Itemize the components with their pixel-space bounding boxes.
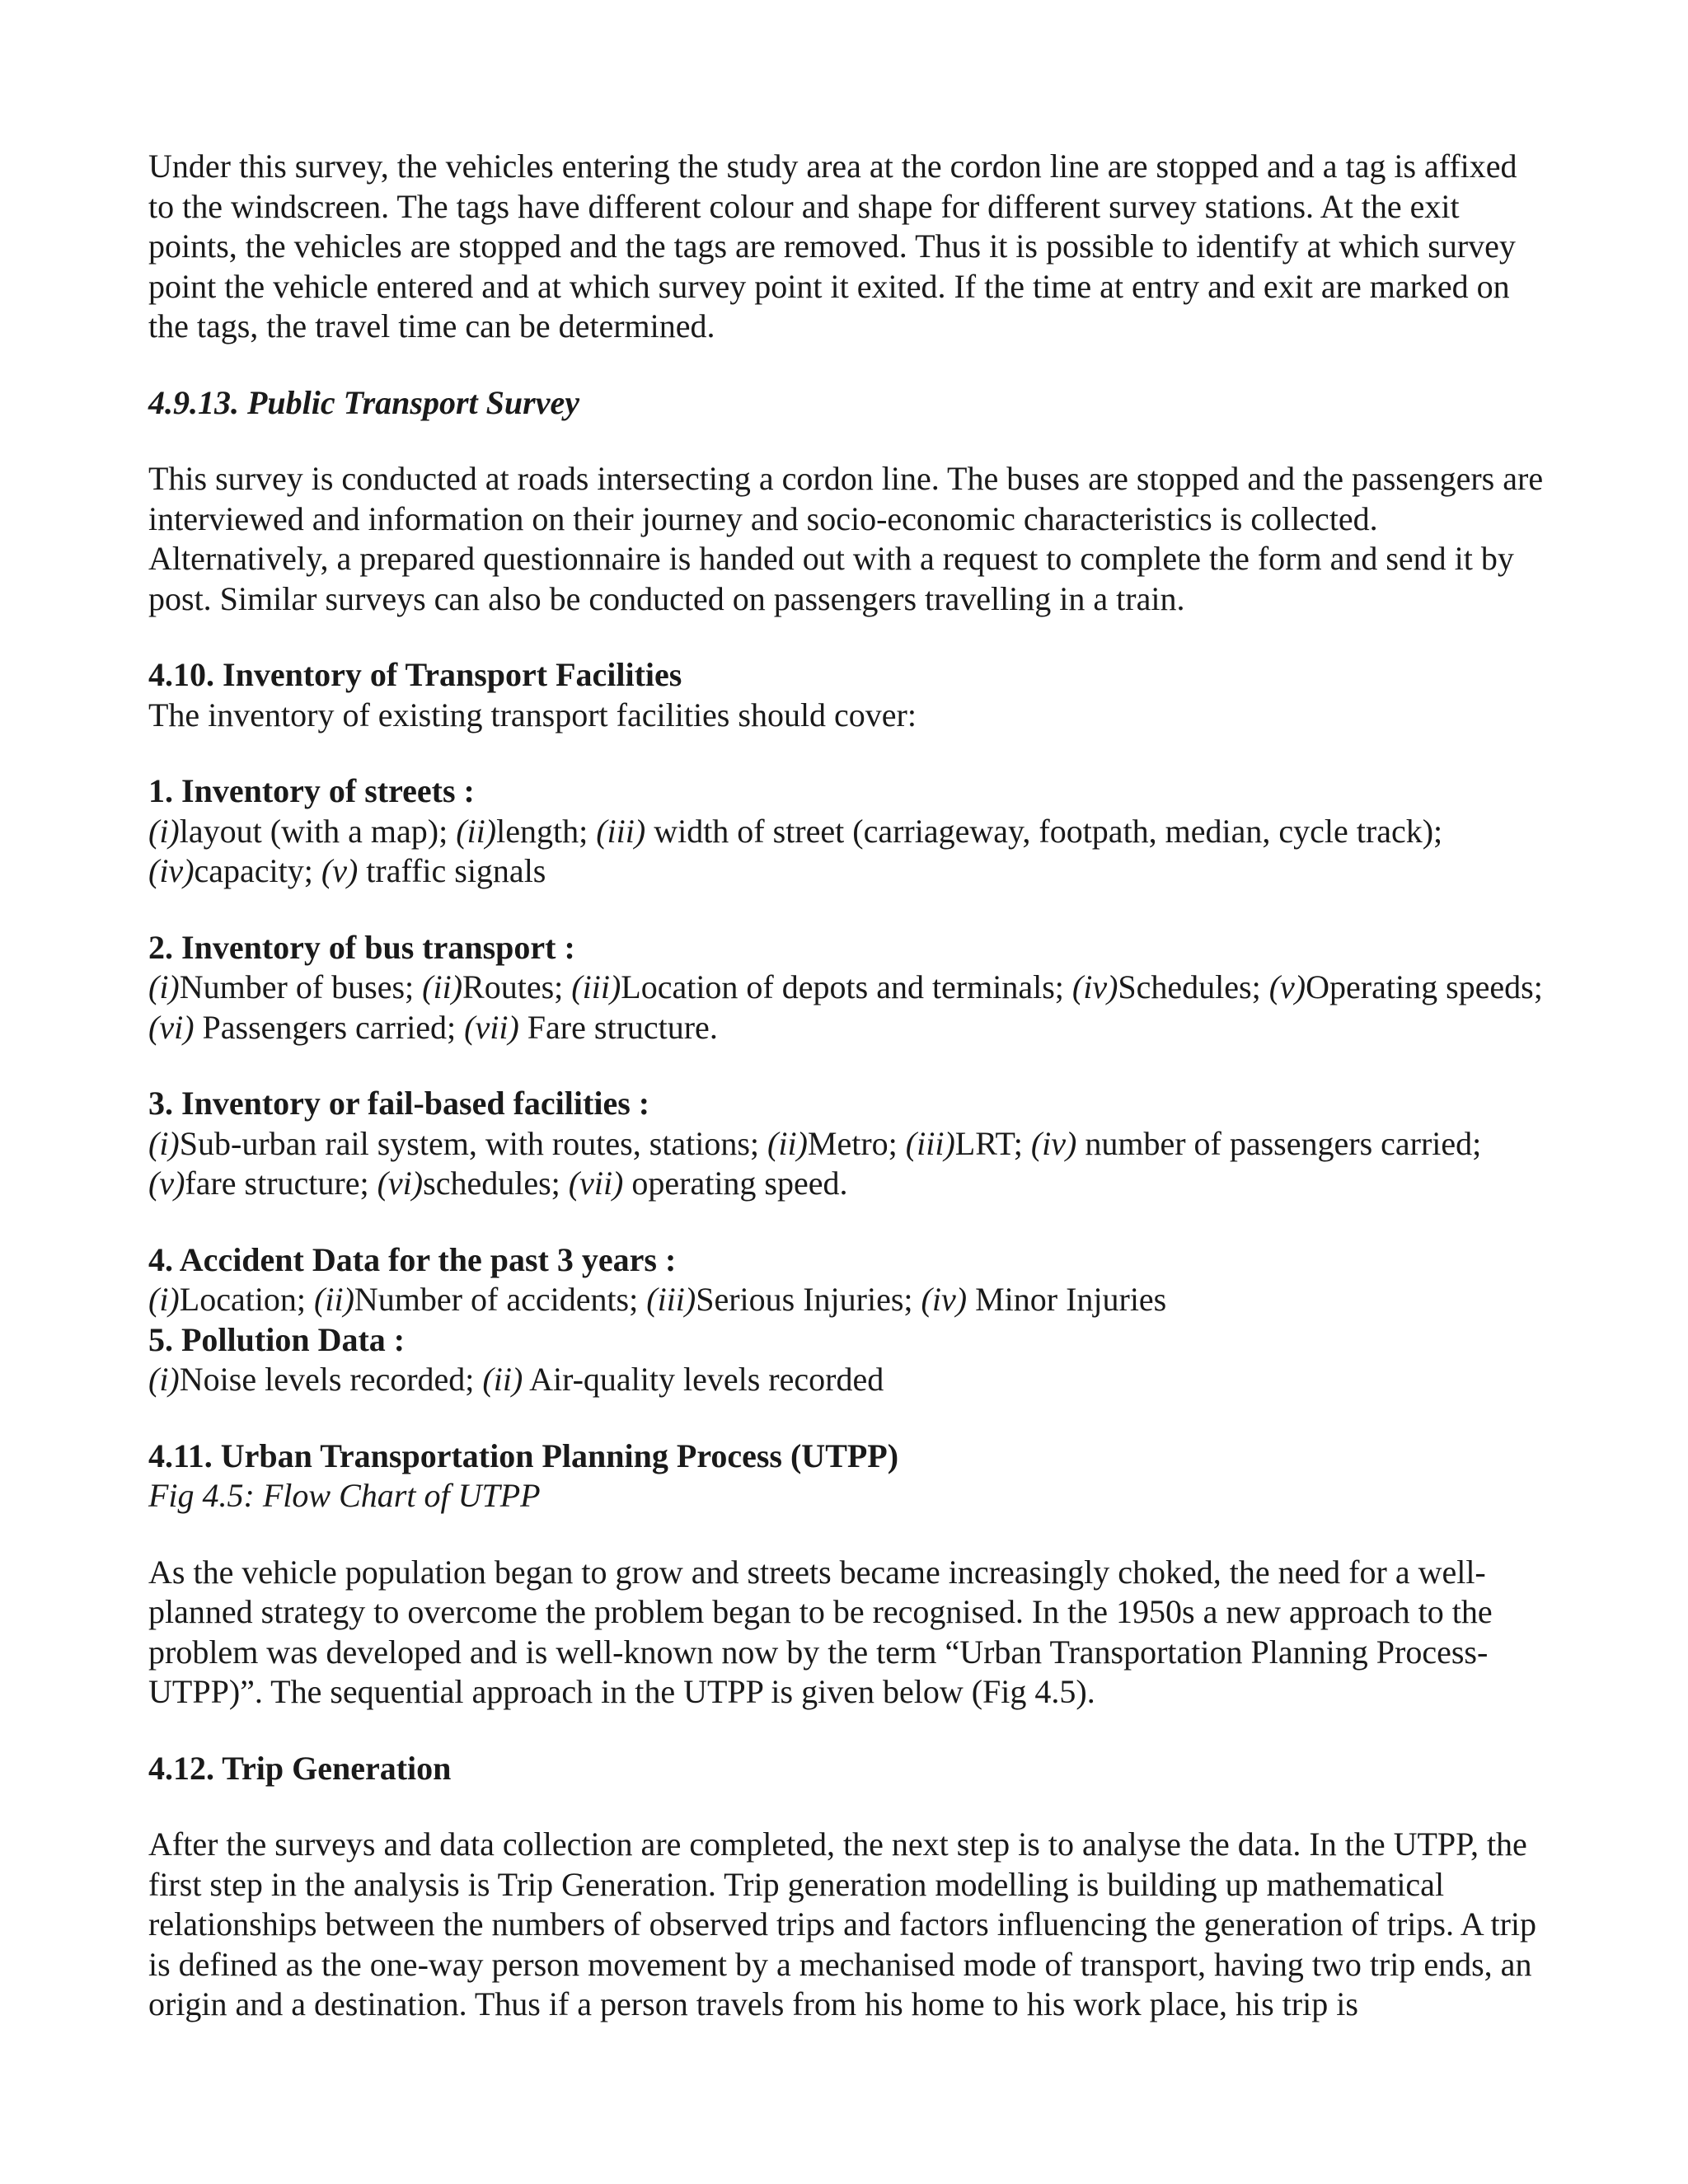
list-inventory-streets bbox=[148, 812, 1550, 892]
item-text: Location; bbox=[179, 1281, 315, 1318]
item-text: traffic signals bbox=[358, 852, 546, 889]
item-number: (iv) bbox=[1030, 1124, 1077, 1162]
item-text: Noise levels recorded; bbox=[179, 1361, 483, 1398]
item-number: (ii) bbox=[456, 812, 497, 850]
item-number: (i) bbox=[148, 1361, 180, 1398]
item-text: number of passengers carried; bbox=[1076, 1124, 1482, 1162]
paragraph-inventory-intro: The inventory of existing transport facilities should cover: bbox=[148, 696, 917, 733]
heading-public-transport-survey: 4.9.13. Public Transport Survey bbox=[148, 383, 579, 421]
item-text: Number of accidents; bbox=[354, 1281, 647, 1318]
item-text: Operating speeds; bbox=[1306, 968, 1543, 1005]
paragraph-cordon-tag-survey: Under this survey, the vehicles entering the study area at the cordon line are stopped and a tag is affixed to the windscreen. The tags have different colour and shape for different survey stations. At the exit points, the vehicles are stopped and the tags are removed. Thus it is possible to identify at which survey point the vehicle entered and at which survey point it exited. If the time at entry and exit are marked on the tags, the travel time can be determined. bbox=[148, 148, 1517, 344]
item-number: (vi) bbox=[377, 1165, 424, 1202]
heading-utpp: 4.11. Urban Transportation Planning Process (UTPP) bbox=[148, 1436, 899, 1474]
heading-accident-data: 4. Accident Data for the past 3 years : bbox=[148, 1240, 677, 1278]
item-number: (v) bbox=[1268, 968, 1306, 1005]
item-text: Metro; bbox=[807, 1124, 906, 1162]
heading-inventory-streets: 1. Inventory of streets : bbox=[148, 772, 475, 809]
figure-caption bbox=[148, 1476, 1550, 1516]
heading-trip-generation: 4.12. Trip Generation bbox=[148, 1749, 452, 1787]
item-number: (iii) bbox=[571, 968, 621, 1005]
item-text: Sub-urban rail system, with routes, stations; bbox=[179, 1124, 768, 1162]
item-text: Minor Injuries bbox=[967, 1281, 1167, 1318]
paragraph-utpp-intro: As the vehicle population began to grow and streets became increasingly choked, the need for a well-planned strategy to overcome the problem began to be recognised. In the 1950s a new approach to the problem was developed and is well-known now by the term “Urban Transportation Planning Process-UTPP)”. The sequential approach in the UTPP is given below (Fig 4.5). bbox=[148, 1553, 1493, 1710]
item-number: (v) bbox=[321, 852, 359, 889]
item-number: (i) bbox=[148, 1281, 180, 1318]
figure-caption-text: Fig 4.5: Flow Chart of UTPP bbox=[148, 1477, 541, 1514]
item-text: operating speed. bbox=[623, 1165, 848, 1202]
item-number: (vi) bbox=[148, 1008, 195, 1046]
item-text: Routes; bbox=[462, 968, 572, 1005]
heading-inventory-bus-transport: 2. Inventory of bus transport : bbox=[148, 928, 575, 966]
item-text: LRT; bbox=[954, 1124, 1031, 1162]
item-text: Passengers carried; bbox=[194, 1008, 465, 1046]
item-number: (vii) bbox=[568, 1165, 624, 1202]
item-text: schedules; bbox=[423, 1165, 569, 1202]
list-inventory-rail-facilities bbox=[148, 1124, 1550, 1204]
item-text: layout (with a map); bbox=[179, 812, 457, 850]
item-number: (iv) bbox=[1071, 968, 1118, 1005]
item-number: (ii) bbox=[767, 1124, 808, 1162]
list-accident-data bbox=[148, 1280, 1550, 1320]
item-number: (i) bbox=[148, 1124, 180, 1162]
item-number: (i) bbox=[148, 968, 180, 1005]
item-text: capacity; bbox=[194, 852, 321, 889]
item-text: Location of depots and terminals; bbox=[621, 968, 1072, 1005]
document-page bbox=[148, 147, 1550, 2025]
item-number: (i) bbox=[148, 812, 180, 850]
item-text: Serious Injuries; bbox=[696, 1281, 921, 1318]
item-number: (iv) bbox=[921, 1281, 968, 1318]
heading-inventory-transport-facilities: 4.10. Inventory of Transport Facilities bbox=[148, 656, 682, 693]
item-text: Air-quality levels recorded bbox=[523, 1361, 884, 1398]
list-pollution-data bbox=[148, 1360, 1550, 1400]
item-number: (iv) bbox=[148, 852, 195, 889]
item-text: length; bbox=[496, 812, 597, 850]
paragraph-trip-generation: After the surveys and data collection are completed, the next step is to analyse the data. In the UTPP, the first step in the analysis is Trip Generation. Trip generation modelling is building up mathematical relationships between the numbers of observed trips and factors influencing the generation of trips. A trip is defined as the one-way person movement by a mechanised mode of transport, having two trip ends, an origin and a destination. Thus if a person travels from his home to his work place, his trip is bbox=[148, 1825, 1537, 2022]
item-number: (vii) bbox=[464, 1008, 519, 1046]
paragraph-public-transport-survey: This survey is conducted at roads intersecting a cordon line. The buses are stopped and the passengers are interviewed and information on their journey and socio-economic characteristics is collected. Alternatively, a prepared questionnaire is handed out with a request to complete the form and send it by post. Similar surveys can also be conducted on passengers travelling in a train. bbox=[148, 460, 1544, 617]
item-number: (ii) bbox=[422, 968, 463, 1005]
item-text: fare structure; bbox=[185, 1165, 377, 1202]
item-number: (ii) bbox=[314, 1281, 354, 1318]
item-text: Schedules; bbox=[1118, 968, 1269, 1005]
item-number: (ii) bbox=[482, 1361, 523, 1398]
item-text: width of street (carriageway, footpath, median, cycle track); bbox=[645, 812, 1443, 850]
item-number: (iii) bbox=[596, 812, 646, 850]
item-text: Fare structure. bbox=[518, 1008, 718, 1046]
item-text: Number of buses; bbox=[179, 968, 423, 1005]
item-number: (iii) bbox=[646, 1281, 696, 1318]
item-number: (iii) bbox=[905, 1124, 955, 1162]
list-inventory-bus-transport bbox=[148, 968, 1550, 1047]
item-number: (v) bbox=[148, 1165, 185, 1202]
heading-pollution-data: 5. Pollution Data : bbox=[148, 1320, 406, 1358]
heading-inventory-rail-facilities: 3. Inventory or fail-based facilities : bbox=[148, 1085, 650, 1122]
